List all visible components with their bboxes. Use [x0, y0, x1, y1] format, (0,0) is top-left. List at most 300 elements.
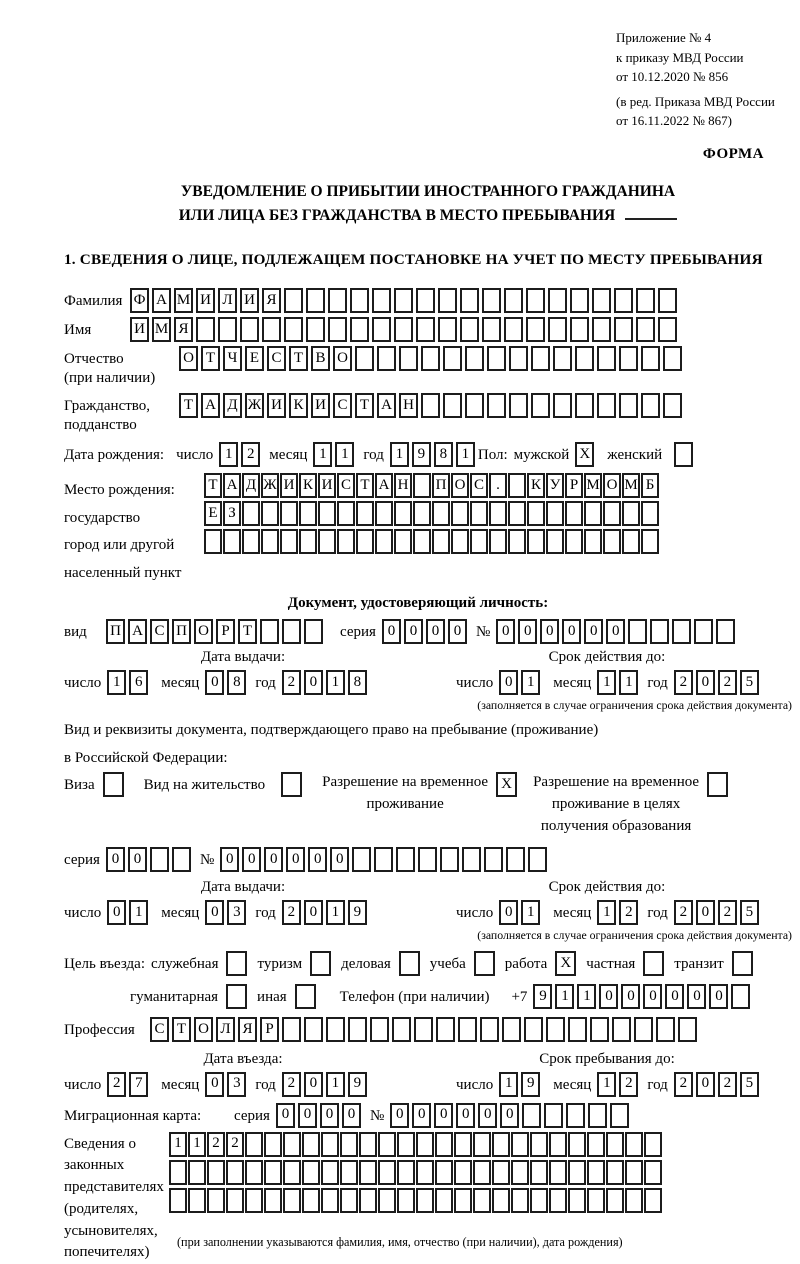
char-cell[interactable]: Е: [245, 346, 264, 371]
char-cell[interactable]: [435, 1160, 453, 1185]
char-cell[interactable]: [502, 1017, 521, 1042]
char-cell[interactable]: 1: [597, 900, 616, 925]
char-cell[interactable]: [548, 288, 567, 313]
char-cell[interactable]: [610, 1103, 629, 1128]
char-cell[interactable]: [245, 1160, 263, 1185]
char-cell[interactable]: А: [152, 288, 171, 313]
char-cell[interactable]: 2: [282, 900, 301, 925]
char-cell[interactable]: 0: [696, 1072, 715, 1097]
char-cell[interactable]: [625, 1160, 643, 1185]
char-cell[interactable]: И: [196, 288, 215, 313]
char-cell[interactable]: Д: [223, 393, 242, 418]
char-cell[interactable]: [454, 1160, 472, 1185]
purpose-transit-checkbox[interactable]: [732, 951, 753, 976]
char-cell[interactable]: [489, 501, 507, 526]
char-cell[interactable]: 2: [619, 900, 638, 925]
char-cell[interactable]: [458, 1017, 477, 1042]
char-cell[interactable]: [245, 1132, 263, 1157]
char-cell[interactable]: 0: [562, 619, 581, 644]
char-cell[interactable]: Л: [216, 1017, 235, 1042]
char-cell[interactable]: 1: [577, 984, 596, 1009]
char-cell[interactable]: [207, 1188, 225, 1213]
char-cell[interactable]: [530, 1160, 548, 1185]
char-cell[interactable]: [575, 393, 594, 418]
char-cell[interactable]: [614, 288, 633, 313]
char-cell[interactable]: [509, 393, 528, 418]
char-cell[interactable]: 0: [390, 1103, 409, 1128]
char-cell[interactable]: [568, 1017, 587, 1042]
char-cell[interactable]: 0: [499, 900, 518, 925]
char-cell[interactable]: 1: [456, 442, 475, 467]
char-cell[interactable]: [575, 346, 594, 371]
char-cell[interactable]: [264, 1160, 282, 1185]
char-cell[interactable]: [588, 1103, 607, 1128]
char-cell[interactable]: [432, 529, 450, 554]
char-cell[interactable]: [359, 1160, 377, 1185]
char-cell[interactable]: М: [152, 317, 171, 342]
char-cell[interactable]: [352, 847, 371, 872]
char-cell[interactable]: И: [311, 393, 330, 418]
char-cell[interactable]: [553, 393, 572, 418]
char-cell[interactable]: [188, 1188, 206, 1213]
char-cell[interactable]: [188, 1160, 206, 1185]
char-cell[interactable]: Т: [289, 346, 308, 371]
char-cell[interactable]: 0: [496, 619, 515, 644]
char-cell[interactable]: 0: [404, 619, 423, 644]
char-cell[interactable]: [465, 393, 484, 418]
char-cell[interactable]: [283, 1132, 301, 1157]
char-cell[interactable]: [328, 317, 347, 342]
char-cell[interactable]: 0: [606, 619, 625, 644]
char-cell[interactable]: [603, 501, 621, 526]
char-cell[interactable]: [644, 1188, 662, 1213]
char-cell[interactable]: [337, 501, 355, 526]
char-cell[interactable]: Я: [238, 1017, 257, 1042]
char-cell[interactable]: [321, 1160, 339, 1185]
char-cell[interactable]: [328, 288, 347, 313]
male-checkbox[interactable]: X: [575, 442, 594, 467]
char-cell[interactable]: 0: [128, 847, 147, 872]
char-cell[interactable]: [641, 346, 660, 371]
char-cell[interactable]: [650, 619, 669, 644]
char-cell[interactable]: 1: [390, 442, 409, 467]
char-cell[interactable]: Ж: [245, 393, 264, 418]
char-cell[interactable]: 2: [674, 670, 693, 695]
purpose-private-checkbox[interactable]: [643, 951, 664, 976]
char-cell[interactable]: 2: [207, 1132, 225, 1157]
char-cell[interactable]: И: [318, 473, 336, 498]
char-cell[interactable]: Ж: [261, 473, 279, 498]
char-cell[interactable]: С: [150, 619, 169, 644]
char-cell[interactable]: [606, 1188, 624, 1213]
char-cell[interactable]: 2: [674, 900, 693, 925]
char-cell[interactable]: А: [128, 619, 147, 644]
char-cell[interactable]: [321, 1132, 339, 1157]
char-cell[interactable]: [321, 1188, 339, 1213]
char-cell[interactable]: К: [527, 473, 545, 498]
char-cell[interactable]: 6: [129, 670, 148, 695]
char-cell[interactable]: [359, 1188, 377, 1213]
char-cell[interactable]: [549, 1160, 567, 1185]
char-cell[interactable]: 0: [621, 984, 640, 1009]
char-cell[interactable]: [597, 346, 616, 371]
char-cell[interactable]: 0: [220, 847, 239, 872]
char-cell[interactable]: С: [470, 473, 488, 498]
char-cell[interactable]: [372, 317, 391, 342]
char-cell[interactable]: 1: [188, 1132, 206, 1157]
char-cell[interactable]: [378, 1188, 396, 1213]
char-cell[interactable]: 3: [227, 900, 246, 925]
char-cell[interactable]: [511, 1188, 529, 1213]
char-cell[interactable]: [509, 346, 528, 371]
char-cell[interactable]: [374, 847, 393, 872]
char-cell[interactable]: [392, 1017, 411, 1042]
char-cell[interactable]: [418, 847, 437, 872]
char-cell[interactable]: [487, 346, 506, 371]
char-cell[interactable]: О: [603, 473, 621, 498]
char-cell[interactable]: [414, 1017, 433, 1042]
char-cell[interactable]: [438, 317, 457, 342]
char-cell[interactable]: [284, 288, 303, 313]
char-cell[interactable]: [506, 847, 525, 872]
char-cell[interactable]: [416, 1188, 434, 1213]
char-cell[interactable]: [280, 529, 298, 554]
char-cell[interactable]: А: [223, 473, 241, 498]
female-checkbox[interactable]: [674, 442, 693, 467]
char-cell[interactable]: [622, 501, 640, 526]
char-cell[interactable]: 2: [241, 442, 260, 467]
char-cell[interactable]: [716, 619, 735, 644]
char-cell[interactable]: [454, 1132, 472, 1157]
char-cell[interactable]: 2: [619, 1072, 638, 1097]
char-cell[interactable]: 5: [740, 900, 759, 925]
char-cell[interactable]: [378, 1132, 396, 1157]
char-cell[interactable]: [396, 847, 415, 872]
char-cell[interactable]: 8: [434, 442, 453, 467]
char-cell[interactable]: [612, 1017, 631, 1042]
char-cell[interactable]: 0: [584, 619, 603, 644]
char-cell[interactable]: М: [622, 473, 640, 498]
char-cell[interactable]: 1: [597, 1072, 616, 1097]
char-cell[interactable]: [470, 501, 488, 526]
char-cell[interactable]: [524, 1017, 543, 1042]
char-cell[interactable]: [644, 1160, 662, 1185]
char-cell[interactable]: Е: [204, 501, 222, 526]
char-cell[interactable]: 1: [326, 1072, 345, 1097]
char-cell[interactable]: [261, 501, 279, 526]
char-cell[interactable]: [264, 1188, 282, 1213]
char-cell[interactable]: 9: [533, 984, 552, 1009]
char-cell[interactable]: С: [337, 473, 355, 498]
char-cell[interactable]: А: [377, 393, 396, 418]
char-cell[interactable]: [663, 346, 682, 371]
char-cell[interactable]: [443, 393, 462, 418]
char-cell[interactable]: [397, 1160, 415, 1185]
char-cell[interactable]: Т: [204, 473, 222, 498]
char-cell[interactable]: [340, 1160, 358, 1185]
char-cell[interactable]: [587, 1160, 605, 1185]
char-cell[interactable]: [527, 529, 545, 554]
char-cell[interactable]: [508, 473, 526, 498]
char-cell[interactable]: [531, 393, 550, 418]
char-cell[interactable]: 7: [129, 1072, 148, 1097]
char-cell[interactable]: 0: [665, 984, 684, 1009]
char-cell[interactable]: [672, 619, 691, 644]
char-cell[interactable]: [597, 393, 616, 418]
char-cell[interactable]: [394, 317, 413, 342]
char-cell[interactable]: Н: [394, 473, 412, 498]
char-cell[interactable]: [350, 288, 369, 313]
char-cell[interactable]: 0: [308, 847, 327, 872]
char-cell[interactable]: [372, 288, 391, 313]
char-cell[interactable]: 1: [521, 670, 540, 695]
char-cell[interactable]: [619, 393, 638, 418]
char-cell[interactable]: 1: [335, 442, 354, 467]
char-cell[interactable]: 0: [106, 847, 125, 872]
char-cell[interactable]: [731, 984, 750, 1009]
char-cell[interactable]: 3: [227, 1072, 246, 1097]
char-cell[interactable]: 0: [286, 847, 305, 872]
char-cell[interactable]: [304, 1017, 323, 1042]
char-cell[interactable]: Н: [399, 393, 418, 418]
char-cell[interactable]: [150, 847, 169, 872]
char-cell[interactable]: 2: [107, 1072, 126, 1097]
char-cell[interactable]: [489, 529, 507, 554]
visa-checkbox[interactable]: [103, 772, 124, 797]
char-cell[interactable]: [318, 501, 336, 526]
char-cell[interactable]: [678, 1017, 697, 1042]
char-cell[interactable]: [641, 501, 659, 526]
char-cell[interactable]: [218, 317, 237, 342]
char-cell[interactable]: [530, 1188, 548, 1213]
char-cell[interactable]: [511, 1132, 529, 1157]
char-cell[interactable]: [299, 529, 317, 554]
char-cell[interactable]: Д: [242, 473, 260, 498]
char-cell[interactable]: [606, 1160, 624, 1185]
char-cell[interactable]: К: [289, 393, 308, 418]
char-cell[interactable]: 0: [382, 619, 401, 644]
char-cell[interactable]: [421, 393, 440, 418]
char-cell[interactable]: Т: [238, 619, 257, 644]
char-cell[interactable]: [394, 501, 412, 526]
char-cell[interactable]: Б: [641, 473, 659, 498]
char-cell[interactable]: 2: [226, 1132, 244, 1157]
char-cell[interactable]: 0: [540, 619, 559, 644]
char-cell[interactable]: Я: [262, 288, 281, 313]
char-cell[interactable]: 0: [205, 1072, 224, 1097]
char-cell[interactable]: 0: [342, 1103, 361, 1128]
char-cell[interactable]: [625, 1132, 643, 1157]
char-cell[interactable]: 1: [619, 670, 638, 695]
char-cell[interactable]: [242, 501, 260, 526]
char-cell[interactable]: [356, 529, 374, 554]
char-cell[interactable]: [504, 288, 523, 313]
char-cell[interactable]: [204, 529, 222, 554]
char-cell[interactable]: [169, 1160, 187, 1185]
char-cell[interactable]: Т: [355, 393, 374, 418]
char-cell[interactable]: А: [201, 393, 220, 418]
char-cell[interactable]: [508, 529, 526, 554]
char-cell[interactable]: [694, 619, 713, 644]
char-cell[interactable]: [337, 529, 355, 554]
char-cell[interactable]: 1: [129, 900, 148, 925]
char-cell[interactable]: [460, 288, 479, 313]
char-cell[interactable]: [628, 619, 647, 644]
char-cell[interactable]: [280, 501, 298, 526]
char-cell[interactable]: 0: [205, 900, 224, 925]
char-cell[interactable]: [318, 529, 336, 554]
char-cell[interactable]: И: [280, 473, 298, 498]
char-cell[interactable]: [625, 1188, 643, 1213]
char-cell[interactable]: 0: [478, 1103, 497, 1128]
char-cell[interactable]: [480, 1017, 499, 1042]
char-cell[interactable]: О: [194, 1017, 213, 1042]
char-cell[interactable]: [438, 288, 457, 313]
residence-permit-checkbox[interactable]: [281, 772, 302, 797]
char-cell[interactable]: 0: [696, 900, 715, 925]
char-cell[interactable]: [356, 501, 374, 526]
purpose-humanitarian-checkbox[interactable]: [226, 984, 247, 1009]
char-cell[interactable]: [634, 1017, 653, 1042]
char-cell[interactable]: [603, 529, 621, 554]
char-cell[interactable]: С: [267, 346, 286, 371]
char-cell[interactable]: 1: [107, 670, 126, 695]
char-cell[interactable]: 0: [276, 1103, 295, 1128]
char-cell[interactable]: О: [451, 473, 469, 498]
char-cell[interactable]: П: [106, 619, 125, 644]
char-cell[interactable]: [378, 1160, 396, 1185]
char-cell[interactable]: [340, 1188, 358, 1213]
char-cell[interactable]: 5: [740, 670, 759, 695]
char-cell[interactable]: 0: [298, 1103, 317, 1128]
char-cell[interactable]: [282, 619, 301, 644]
char-cell[interactable]: 0: [107, 900, 126, 925]
char-cell[interactable]: [470, 529, 488, 554]
char-cell[interactable]: [435, 1132, 453, 1157]
char-cell[interactable]: Т: [172, 1017, 191, 1042]
char-cell[interactable]: 0: [687, 984, 706, 1009]
char-cell[interactable]: [482, 288, 501, 313]
char-cell[interactable]: [636, 288, 655, 313]
char-cell[interactable]: 2: [718, 1072, 737, 1097]
char-cell[interactable]: С: [150, 1017, 169, 1042]
char-cell[interactable]: [226, 1188, 244, 1213]
char-cell[interactable]: [544, 1103, 563, 1128]
char-cell[interactable]: [443, 346, 462, 371]
char-cell[interactable]: [436, 1017, 455, 1042]
char-cell[interactable]: 0: [205, 670, 224, 695]
purpose-tourism-checkbox[interactable]: [310, 951, 331, 976]
char-cell[interactable]: [546, 501, 564, 526]
char-cell[interactable]: [592, 317, 611, 342]
char-cell[interactable]: [375, 501, 393, 526]
char-cell[interactable]: 1: [555, 984, 574, 1009]
char-cell[interactable]: 5: [740, 1072, 759, 1097]
char-cell[interactable]: [355, 346, 374, 371]
char-cell[interactable]: 0: [304, 900, 323, 925]
char-cell[interactable]: [413, 529, 431, 554]
char-cell[interactable]: 2: [718, 670, 737, 695]
char-cell[interactable]: [207, 1160, 225, 1185]
char-cell[interactable]: [223, 529, 241, 554]
char-cell[interactable]: 0: [426, 619, 445, 644]
char-cell[interactable]: 1: [499, 1072, 518, 1097]
char-cell[interactable]: 9: [521, 1072, 540, 1097]
char-cell[interactable]: [370, 1017, 389, 1042]
char-cell[interactable]: [570, 288, 589, 313]
char-cell[interactable]: [636, 317, 655, 342]
char-cell[interactable]: [566, 1103, 585, 1128]
char-cell[interactable]: 0: [696, 670, 715, 695]
char-cell[interactable]: 9: [412, 442, 431, 467]
purpose-official-checkbox[interactable]: [226, 951, 247, 976]
char-cell[interactable]: [172, 847, 191, 872]
char-cell[interactable]: 0: [456, 1103, 475, 1128]
char-cell[interactable]: 9: [348, 900, 367, 925]
char-cell[interactable]: [530, 1132, 548, 1157]
char-cell[interactable]: [528, 847, 547, 872]
char-cell[interactable]: [262, 317, 281, 342]
char-cell[interactable]: [283, 1188, 301, 1213]
char-cell[interactable]: 0: [643, 984, 662, 1009]
char-cell[interactable]: 0: [499, 670, 518, 695]
char-cell[interactable]: [641, 529, 659, 554]
char-cell[interactable]: О: [194, 619, 213, 644]
char-cell[interactable]: 9: [348, 1072, 367, 1097]
temp-residence-checkbox[interactable]: X: [496, 772, 517, 797]
char-cell[interactable]: У: [546, 473, 564, 498]
char-cell[interactable]: 2: [282, 670, 301, 695]
char-cell[interactable]: [568, 1160, 586, 1185]
char-cell[interactable]: [568, 1132, 586, 1157]
purpose-business-checkbox[interactable]: [399, 951, 420, 976]
char-cell[interactable]: Т: [201, 346, 220, 371]
char-cell[interactable]: [548, 317, 567, 342]
char-cell[interactable]: [282, 1017, 301, 1042]
char-cell[interactable]: [240, 317, 259, 342]
char-cell[interactable]: [487, 393, 506, 418]
char-cell[interactable]: [526, 288, 545, 313]
char-cell[interactable]: [473, 1160, 491, 1185]
char-cell[interactable]: 1: [521, 900, 540, 925]
char-cell[interactable]: [565, 529, 583, 554]
char-cell[interactable]: [394, 288, 413, 313]
char-cell[interactable]: [242, 529, 260, 554]
char-cell[interactable]: Я: [174, 317, 193, 342]
char-cell[interactable]: [568, 1188, 586, 1213]
char-cell[interactable]: 0: [599, 984, 618, 1009]
char-cell[interactable]: [399, 346, 418, 371]
char-cell[interactable]: [304, 619, 323, 644]
char-cell[interactable]: 1: [219, 442, 238, 467]
purpose-study-checkbox[interactable]: [474, 951, 495, 976]
char-cell[interactable]: 2: [718, 900, 737, 925]
char-cell[interactable]: [526, 317, 545, 342]
char-cell[interactable]: 0: [500, 1103, 519, 1128]
char-cell[interactable]: [531, 346, 550, 371]
char-cell[interactable]: Р: [565, 473, 583, 498]
char-cell[interactable]: [397, 1188, 415, 1213]
char-cell[interactable]: [656, 1017, 675, 1042]
char-cell[interactable]: [644, 1132, 662, 1157]
char-cell[interactable]: [658, 317, 677, 342]
char-cell[interactable]: И: [240, 288, 259, 313]
char-cell[interactable]: [302, 1132, 320, 1157]
char-cell[interactable]: [546, 529, 564, 554]
char-cell[interactable]: 0: [330, 847, 349, 872]
char-cell[interactable]: [460, 317, 479, 342]
char-cell[interactable]: [508, 501, 526, 526]
